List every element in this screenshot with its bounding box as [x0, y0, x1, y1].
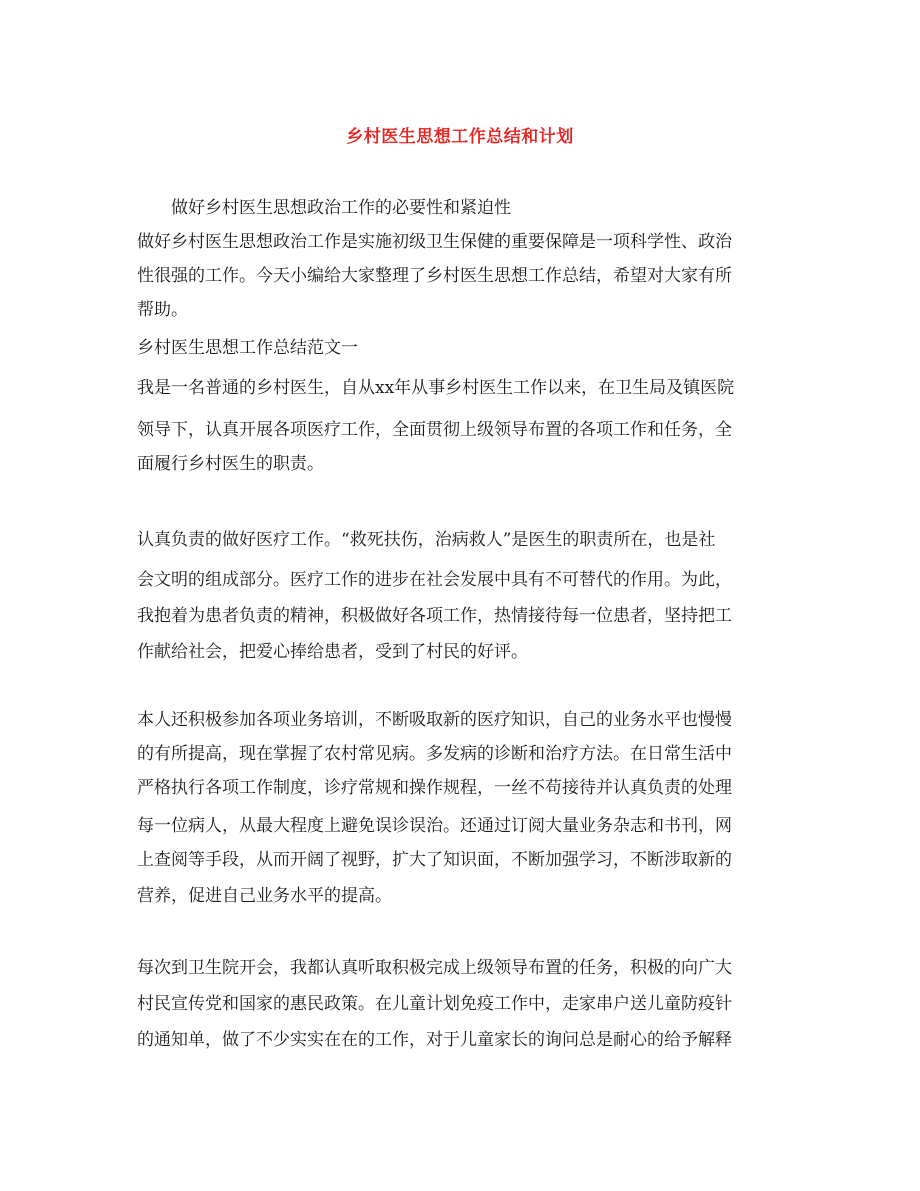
- paragraph-line: 严格执行各项工作制度，诊疗常规和操作规程，一丝不苟接待并认真负责的处理: [137, 778, 732, 798]
- paragraph-line: 会文明的组成部分。医疗工作的进步在社会发展中具有不可替代的作用。为此，: [137, 570, 732, 590]
- intro-line: 做好乡村医生思想政治工作是实施初级卫生保健的重要保障是一项科学性、政治: [137, 232, 732, 252]
- paragraph-line: 本人还积极参加各项业务培训，不断吸取新的医疗知识，自己的业务水平也慢慢: [137, 710, 732, 730]
- paragraph-line: 上查阅等手段，从而开阔了视野，扩大了知识面，不断加强学习，不断涉取新的: [137, 850, 732, 870]
- paragraph-line: 村民宣传党和国家的惠民政策。在儿童计划免疫工作中，走家串户送儿童防疫针: [137, 994, 732, 1014]
- document-title: 乡村医生思想工作总结和计划: [346, 127, 574, 147]
- paragraph-line: 每次到卫生院开会，我都认真听取积极完成上级领导布置的任务，积极的向广大: [137, 958, 732, 978]
- paragraph-line: 面履行乡村医生的职责。: [137, 454, 324, 474]
- section-heading: 乡村医生思想工作总结范文一: [137, 338, 358, 358]
- paragraph-line: 我抱着为患者负责的精神，积极做好各项工作，热情接待每一位患者，坚持把工: [137, 606, 732, 626]
- intro-line: 性很强的工作。今天小编给大家整理了乡村医生思想工作总结，希望对大家有所: [137, 266, 732, 286]
- paragraph-line: 的通知单，做了不少实实在在的工作，对于儿童家长的询问总是耐心的给予解释: [137, 1030, 732, 1050]
- paragraph-line: 作献给社会，把爱心捧给患者，受到了村民的好评。: [137, 642, 528, 662]
- paragraph-line: 我是一名普通的乡村医生，自从xx年从事乡村医生工作以来，在卫生局及镇医院: [137, 378, 735, 398]
- intro-heading: 做好乡村医生思想政治工作的必要性和紧迫性: [171, 198, 511, 218]
- paragraph-line: 营养，促进自己业务水平的提高。: [137, 886, 392, 906]
- paragraph-line: 每一位病人，从最大程度上避免误诊误治。还通过订阅大量业务杂志和书刊，网: [137, 816, 732, 836]
- paragraph-line: 领导下，认真开展各项医疗工作，全面贯彻上级领导布置的各项工作和任务，全: [137, 420, 732, 440]
- intro-line: 帮助。: [137, 300, 188, 320]
- paragraph-line: 的有所提高，现在掌握了农村常见病。多发病的诊断和治疗方法。在日常生活中: [137, 744, 732, 764]
- paragraph-line: 认真负责的做好医疗工作。“救死扶伤，治病救人”是医生的职责所在，也是社: [137, 530, 716, 550]
